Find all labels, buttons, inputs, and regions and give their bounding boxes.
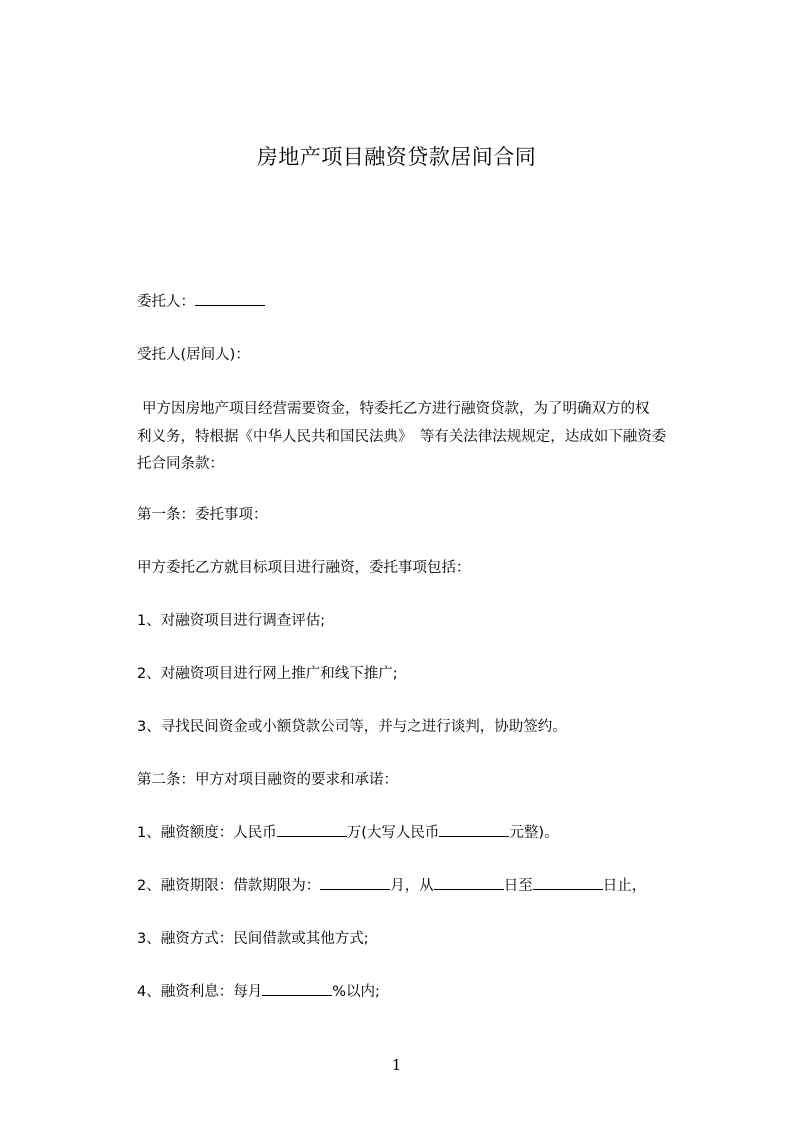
article1-item-2: 2、对融资项目进行网上推广和线下推广; [137, 666, 398, 682]
page-number: 1 [391, 1056, 402, 1074]
article1-heading: 第一条：委托事项： [137, 507, 268, 523]
article1-item-1: 1、对融资项目进行调查评估; [137, 613, 326, 629]
term-to-label: 日至 [503, 878, 533, 894]
article2-item-2 [137, 876, 646, 896]
term-end-label: 日止， [602, 878, 647, 894]
term-months-blank [320, 876, 390, 890]
article2-item-3: 3、融资方式：民间借款或其他方式; [137, 931, 369, 947]
article2-heading: 第二条：甲方对项目融资的要求和承诺： [137, 772, 398, 788]
principal-blank [195, 292, 265, 306]
term-from-label: 月，从 [390, 878, 434, 894]
term-end-blank [533, 876, 603, 890]
amount-blank [277, 823, 347, 837]
agent-line [137, 345, 250, 365]
article2-item-4 [137, 982, 380, 1002]
article2-item-1 [137, 823, 559, 843]
agent-label: 受托人(居间人)： [137, 347, 250, 363]
term-label: 2、融资期限：借款期限为： [137, 878, 321, 894]
interest-blank [262, 982, 332, 996]
amount-capital-label: 万(大写人民币 [346, 825, 440, 841]
principal-label: 委托人： [137, 294, 195, 310]
interest-label: 4、融资利息：每月 [137, 984, 263, 1000]
interest-suffix: %以内; [332, 984, 380, 1000]
intro-line-3: 托合同条款： [137, 456, 224, 472]
document-title: 房地产项目融资贷款居间合同 [256, 145, 537, 169]
term-start-blank [434, 876, 504, 890]
amount-label: 1、融资额度：人民币 [137, 825, 277, 841]
amount-suffix: 元整)。 [509, 825, 559, 841]
intro-line-1: 甲方因房地产项目经营需要资金，特委托乙方进行融资贷款，为了明确双方的权 [142, 401, 650, 417]
amount-capital-blank [439, 823, 509, 837]
article1-intro: 甲方委托乙方就目标项目进行融资，委托事项包括： [137, 560, 471, 576]
intro-paragraph [137, 396, 677, 479]
principal-line [137, 292, 265, 312]
intro-line-2: 利义务，特根据《中华人民共和国民法典》 等有关法律法规规定，达成如下融资委 [137, 428, 667, 445]
article1-item-3: 3、寻找民间资金或小额贷款公司等，并与之进行谈判，协助签约。 [137, 719, 567, 735]
